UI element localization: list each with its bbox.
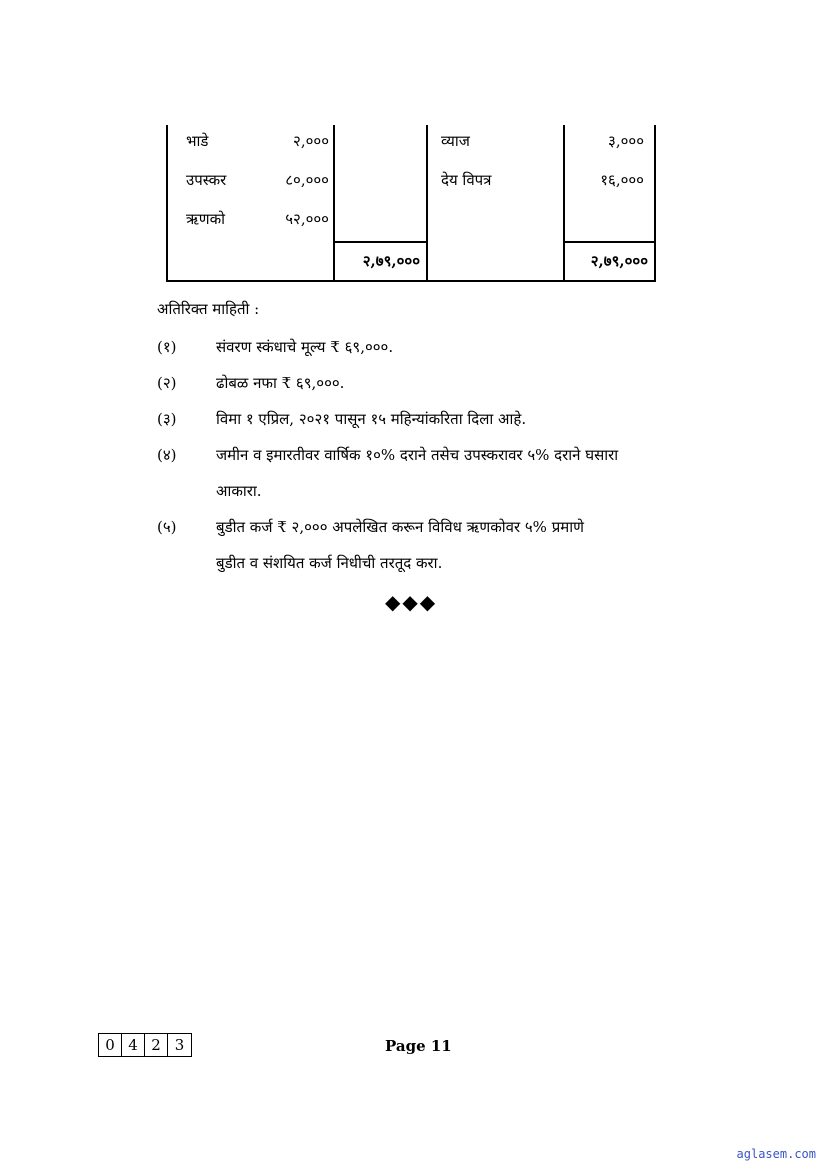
info-item-text: विमा १ एप्रिल, २०२१ पासून १५ महिन्यांकरिता दिला आहे. — [216, 410, 527, 428]
info-item-number: (५) — [157, 518, 177, 536]
paper-code-digit: 3 — [174, 1036, 185, 1054]
ledger-right-label: देय विपत्र — [441, 171, 492, 189]
info-item-number: (२) — [157, 374, 177, 392]
info-item-text: बुडीत कर्ज ₹ २,००० अपलेखित करून विविध ऋणकोवर ५% प्रमाणे — [216, 518, 584, 536]
ledger-total-right: २,७९,००० — [590, 252, 648, 270]
ledger-left-amount: ५२,००० — [285, 210, 329, 228]
info-item-text: संवरण स्कंधाचे मूल्य ₹ ६९,०००. — [216, 338, 394, 356]
info-item-text-continued: आकारा. — [216, 482, 262, 500]
end-marker-diamonds: ◆◆◆ — [385, 590, 438, 614]
ledger-right-label: व्याज — [441, 132, 470, 150]
info-item-number: (४) — [157, 446, 177, 464]
paper-code-digit: 2 — [145, 1034, 168, 1056]
paper-code-digit: 4 — [122, 1034, 145, 1056]
ledger-left-amount: २,००० — [293, 132, 329, 150]
ledger-right-amount: ३,००० — [608, 132, 644, 150]
info-item-text: ढोबळ नफा ₹ ६९,०००. — [216, 374, 345, 392]
info-item-text: जमीन व इमारतीवर वार्षिक १०% दराने तसेच उपस्करावर ५% दराने घसारा — [216, 446, 619, 464]
ledger-right-amount: १६,००० — [600, 171, 644, 189]
watermark: aglasem.com — [736, 1147, 816, 1161]
ledger-left-label: उपस्कर — [186, 171, 227, 189]
paper-code-boxes — [98, 1033, 192, 1057]
ledger-total-right-box — [563, 241, 656, 280]
info-item-text-continued: बुडीत व संशयित कर्ज निधीची तरतूद करा. — [216, 554, 443, 572]
paper-code-digit: 0 — [99, 1034, 122, 1056]
page-number: Page 11 — [385, 1037, 452, 1055]
ledger-total-left-box — [333, 241, 428, 280]
info-item-number: (१) — [157, 338, 177, 356]
ledger-left-label: भाडे — [186, 132, 209, 150]
ledger-total-left: २,७९,००० — [362, 252, 420, 270]
info-item-number: (३) — [157, 410, 177, 428]
ledger-table — [166, 125, 656, 282]
ledger-left-amount: ८०,००० — [285, 171, 329, 189]
ledger-left-label: ऋणको — [186, 210, 226, 228]
additional-info-heading: अतिरिक्त माहिती : — [157, 300, 260, 318]
